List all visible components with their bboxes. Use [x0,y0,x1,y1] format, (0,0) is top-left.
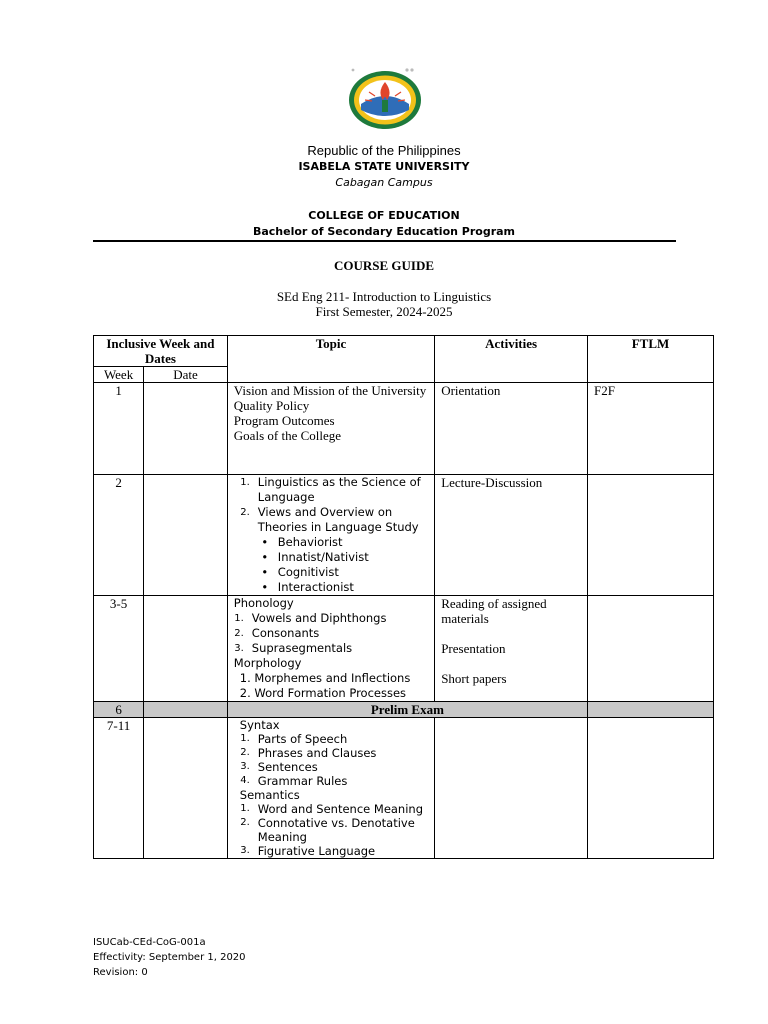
activities-cell: Orientation [435,383,588,475]
table-header-row [94,336,714,367]
activity-line: Presentation [441,641,506,656]
section-heading: Phonology [233,596,294,610]
table-row [94,718,714,859]
table-row [94,383,714,475]
list-item: 1. Morphemes and Inflections [239,671,411,685]
header-divider [93,240,676,242]
header-inclusive-week-dates: Inclusive Week and Dates [94,336,228,367]
week-cell: 1 [94,383,144,475]
list-item: 2. Views and Overview on Theories in Language Study [240,505,419,534]
date-cell [144,718,228,859]
date-cell [144,475,228,596]
document-title: COURSE GUIDE [333,258,435,273]
bullet-item: • Behaviorist [261,535,343,549]
university-seal-icon [347,68,423,130]
activity-line: Short papers [441,671,507,686]
table-row [94,702,714,718]
header-activities: Activities [435,336,588,383]
header-topic: Topic [227,336,434,383]
week-cell: 7-11 [94,718,144,859]
date-cell [144,702,228,718]
semester-line: First Semester, 2024-2025 [315,304,453,319]
document-code: ISUCab-CEd-CoG-001a [93,937,206,948]
activities-cell [435,596,588,702]
list-item: 2. Connotative vs. Denotative Meaning [240,816,415,844]
campus-name: Cabagan Campus [335,176,433,189]
header-date: Date [144,367,228,383]
section-heading: Semantics [239,788,300,802]
week-cell: 6 [94,702,144,718]
week-cell: 3-5 [94,596,144,702]
bullet-item: • Innatist/Nativist [261,550,369,564]
college-name: COLLEGE OF EDUCATION [308,209,460,222]
exam-label: Prelim Exam [227,702,587,718]
list-item: 3. Figurative Language [240,844,376,858]
list-item: 1. Word and Sentence Meaning [240,802,424,816]
ftlm-cell [587,718,713,859]
republic-line: Republic of the Philippines [307,143,461,158]
date-cell [144,596,228,702]
activity-line: Reading of assigned materials [441,596,547,626]
course-guide-table [93,335,714,859]
list-item: 2. Consonants [234,626,320,640]
activities-cell [435,718,588,859]
topic-cell [227,596,434,702]
ftlm-cell [587,702,713,718]
list-item: 2. Word Formation Processes [239,686,407,700]
university-name: ISABELA STATE UNIVERSITY [298,160,470,173]
list-item: 3. Sentences [240,760,318,774]
ftlm-cell [587,596,713,702]
topic-line: Goals of the College [233,428,342,443]
header-week: Week [94,367,144,383]
ftlm-cell: F2F [587,383,713,475]
topic-cell [227,383,434,475]
section-heading: Morphology [233,656,302,670]
effectivity-date: Effectivity: September 1, 2020 [93,952,246,963]
section-heading: Syntax [239,718,280,732]
bullet-item: • Cognitivist [261,565,339,579]
topic-cell [227,475,434,596]
activities-cell: Lecture-Discussion [435,475,588,596]
table-row [94,475,714,596]
week-cell: 2 [94,475,144,596]
topic-line: Vision and Mission of the University [233,383,427,398]
list-item: 1. Vowels and Diphthongs [234,611,387,625]
list-item: 2. Phrases and Clauses [240,746,377,760]
topic-cell [227,718,434,859]
topic-line: Program Outcomes [233,413,335,428]
list-item: 3. Suprasegmentals [234,641,353,655]
date-cell [144,383,228,475]
topic-line: Quality Policy [233,398,310,413]
list-item: 1. Parts of Speech [240,732,348,746]
table-row [94,596,714,702]
bullet-item: • Interactionist [261,580,354,594]
revision-number: Revision: 0 [93,967,148,978]
ftlm-cell [587,475,713,596]
program-name: Bachelor of Secondary Education Program [252,225,516,238]
list-item: 1. Linguistics as the Science of Language [240,475,421,504]
course-title: SEd Eng 211- Introduction to Linguistics [276,289,492,304]
header-ftlm: FTLM [587,336,713,383]
list-item: 4. Grammar Rules [240,774,348,788]
